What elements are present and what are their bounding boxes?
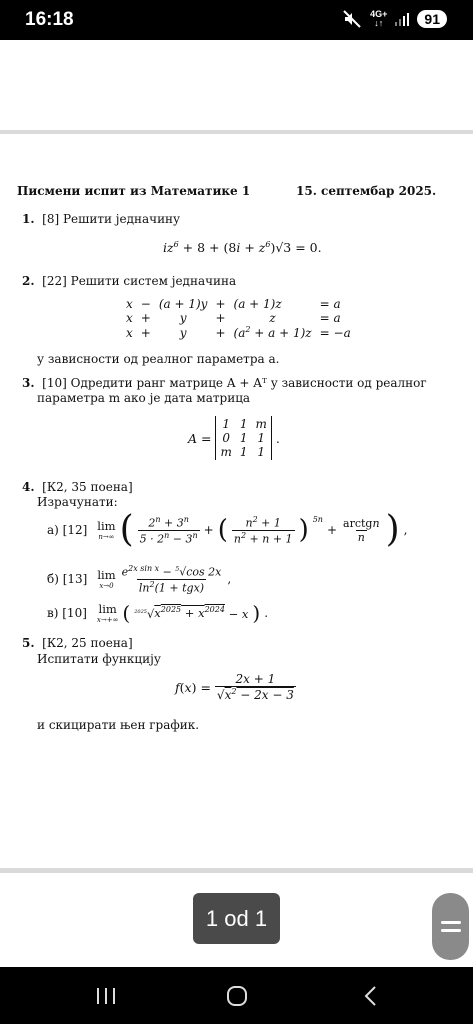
equation-1: $iz^6 + 8 + (8i + z^6)√3 = 0$. xyxy=(163,240,322,256)
back-icon xyxy=(361,984,381,1008)
limit-c: в) [10] lim x→+∞ ( $^{2025}√x^{2025} + x^{2024} - x$ ) . xyxy=(47,601,269,625)
function-f: f(x) = $\frac{2x + 1}{√x^2 - 2x - 3}$ xyxy=(175,672,294,702)
battery-badge: 91 xyxy=(417,10,447,28)
network-type: 4G+ ↓↑ xyxy=(370,9,388,28)
problem-4: 4. [К2, 35 поена] xyxy=(22,480,133,494)
problem-2-condition: у зависности од реалног параметра a. xyxy=(37,352,280,366)
mute-icon xyxy=(342,9,362,29)
status-time: 16:18 xyxy=(25,9,74,30)
problem-2: 2. [22] Решити систем једначина xyxy=(22,274,237,288)
problem-3: 3. [10] Одредити ранг матрице A + Aᵀ у зависности од реалног xyxy=(22,376,427,390)
recents-icon xyxy=(95,986,117,1006)
previous-page-area xyxy=(0,40,473,130)
home-icon xyxy=(225,984,249,1008)
signal-icon xyxy=(395,12,409,26)
status-bar xyxy=(0,0,473,40)
matrix-A: A = 1 1 m 0 1 1 m 1 1 . xyxy=(188,417,280,459)
problem-4-line2: Израчунати: xyxy=(37,495,118,509)
menu-icon[interactable] xyxy=(432,893,469,960)
equation-system: x − (a + 1)y + (a + 1)z = a x + y + z = a x + y + $(a^2 + a + 1)z$ = −a xyxy=(126,297,351,340)
exam-title: Писмени испит из Математике 1 xyxy=(17,184,251,198)
recents-button[interactable] xyxy=(86,981,126,1011)
problem-1: 1. [8] Решити једначину xyxy=(22,212,181,226)
problem-5: 5. [К2, 25 поена] xyxy=(22,636,133,650)
home-button[interactable] xyxy=(217,981,257,1011)
limit-a: а) [12] lim n→∞ ( $\frac{2^n + 3^n}{5 \cdot 2^n - 3^n}$ + ( $\frac{n^2 + 1}{n^2 + n + 1}$ ) 5n + $\frac{\text{arctgn}}{n}$ ) , xyxy=(47,509,408,550)
navigation-bar xyxy=(0,967,473,1024)
page-indicator: 1 od 1 xyxy=(193,893,280,944)
limit-b: б) [13] lim x→0 $\frac{e^{2x sin x} - ^5√\cos 2x}{\ln^2(1 + tgx)}$ , xyxy=(47,564,232,595)
back-button[interactable] xyxy=(351,981,391,1011)
document-page[interactable] xyxy=(0,134,473,868)
exam-date: 15. септембар 2025. xyxy=(296,184,437,198)
problem-5-after: и скицирати њен график. xyxy=(37,718,200,732)
problem-5-line2: Испитати функцију xyxy=(37,652,161,666)
status-icons xyxy=(342,9,447,29)
problem-3-line2: параметра m ако је дата матрица xyxy=(37,391,251,405)
